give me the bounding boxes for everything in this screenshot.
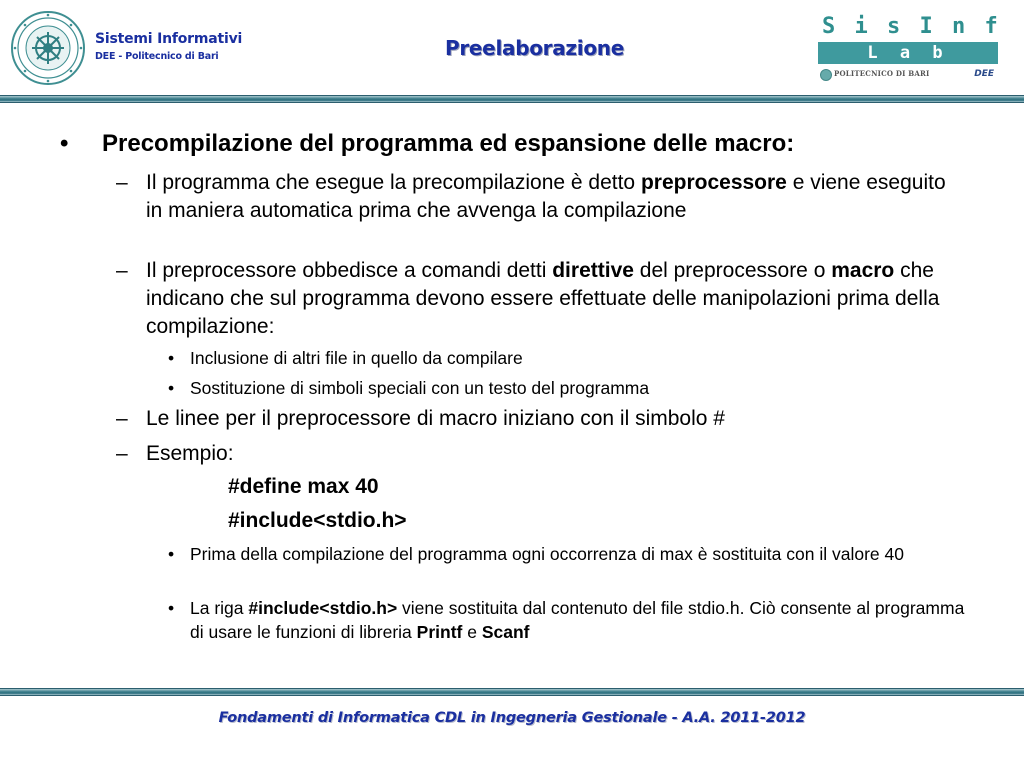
org-subtitle: DEE - Politecnico di Bari xyxy=(95,51,219,62)
code-include: #include<stdio.h> xyxy=(228,509,407,532)
dash-icon: – xyxy=(116,259,128,282)
lab-logo-top: S i s I n f xyxy=(822,14,1001,39)
bullet-icon: • xyxy=(168,348,175,368)
dash-icon: – xyxy=(116,171,128,194)
sub-sub-item-text: Inclusione di altri file in quello da compilare xyxy=(190,348,523,368)
sub-sub-item-text: Prima della compilazione del programma ogni occorrenza di max è sostituita con il valore 40 xyxy=(190,544,904,564)
dash-icon: – xyxy=(116,442,128,465)
sub-sub-item-text: La riga #include<stdio.h> viene sostituita dal contenuto del file stdio.h. Ciò consente al programma di usare le funzioni di libreria Printf e Scanf xyxy=(190,598,965,642)
footer-divider xyxy=(0,688,1024,696)
lab-logo-foot xyxy=(818,67,998,81)
lab-logo-bar: L a b xyxy=(818,42,998,64)
main-bullet-text: Precompilazione del programma ed espansione delle macro: xyxy=(102,130,795,157)
code-define: #define max 40 xyxy=(228,475,379,498)
footer-course-info: Fondamenti di Informatica CDL in Ingegneria Gestionale - A.A. 2011-2012 xyxy=(218,710,806,726)
bullet-icon: • xyxy=(168,378,175,398)
slide-title: Preelaborazione xyxy=(445,36,624,60)
university-seal-logo xyxy=(10,10,86,86)
lab-logo-foot-left: POLITECNICO DI BARI xyxy=(834,69,930,78)
sisinf-lab-logo xyxy=(818,14,1000,84)
bullet-icon: • xyxy=(168,598,175,618)
sub-sub-item-text: Sostituzione di simboli speciali con un testo del programma xyxy=(190,378,650,398)
sub-item-text: Le linee per il preprocessore di macro iniziano con il simbolo # xyxy=(146,407,725,430)
bullet-icon: • xyxy=(168,544,175,564)
bullet-icon: • xyxy=(60,130,69,157)
sub-item-text: Il programma che esegue la precompilazione è detto preprocessore e viene eseguito in maniera automatica prima che avvenga la compilazione xyxy=(146,171,946,222)
sub-item-text: Esempio: xyxy=(146,442,234,465)
sub-item-text: Il preprocessore obbedisce a comandi detti direttive del preprocessore o macro che indicano che sul programma devono essere effettuate delle manipolazioni prima della compilazione: xyxy=(146,259,940,338)
header-divider xyxy=(0,95,1024,103)
small-seal-icon xyxy=(820,69,832,81)
org-name: Sistemi Informativi xyxy=(95,31,243,47)
lab-logo-foot-right: DEE xyxy=(974,69,994,79)
dash-icon: – xyxy=(116,407,128,430)
